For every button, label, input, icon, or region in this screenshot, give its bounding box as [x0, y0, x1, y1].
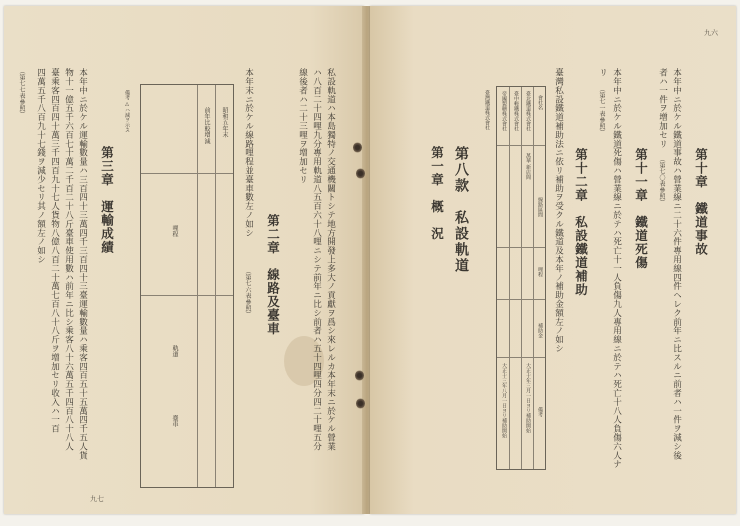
- left-page: [4, 6, 364, 514]
- chapter-10-line-1: 本年中ニ於ケル鐵道事故ハ營業線ニ二十六件專用線四件ヘレク前年ニ比スルニ前者ハ一件ヲ減シ後: [671, 68, 682, 460]
- subsidy-table: [496, 86, 546, 470]
- subsidy-table-header-note: 備考: [537, 407, 543, 417]
- table2-header-miles: 哩程: [171, 225, 178, 238]
- binding-hole: [353, 142, 362, 153]
- subsidy-table-header-company: 會社名: [537, 95, 543, 110]
- chapter-2-line-1: 本年末ニ於ケル線路哩程並臺車數左ノ如シ: [243, 68, 254, 238]
- chapter-3-line-3: 臺乘客四百四十萬三千四百九十七人貨物八億八百二十萬七百八十八斤ヲ增加セリ收入ハ一百: [49, 68, 60, 433]
- table2-row-label-1: 昭和五年末: [221, 107, 228, 138]
- table2-row-label-2: 前年比較增減: [203, 107, 210, 145]
- table-cell-company: 臺灣鐵道株式會社: [484, 90, 490, 130]
- table-cell-note: 大正十年三月一日ヨリ補助開始: [525, 363, 531, 433]
- chapter-11-line-1: 本年中ニ於ケル鐵道死傷ハ營業線ニ於テハ死亡十一人負傷九人專用線ニ於テハ死亡十八人負傷六人ナ: [611, 68, 622, 469]
- part-8-title: 第八款 私設軌道: [453, 146, 469, 274]
- chapter-2-title: 第二章 線路及臺車: [265, 214, 281, 336]
- table-cell-company: 帝國製糖株式會社: [501, 91, 507, 131]
- right-page: [370, 6, 736, 514]
- subsidy-table-header-miles: 哩程: [537, 267, 543, 277]
- chapter-10-line-2: 者ハ一件ヲ增加セリ: [657, 68, 668, 149]
- binding-hole: [355, 370, 364, 381]
- table-cell-company: 臺中輕鐵株式會社: [513, 91, 519, 131]
- chapter-11-line-2: リ: [597, 68, 608, 77]
- binding-hole: [356, 398, 365, 409]
- chapter-3-line-4: 四萬五千八百九十七錢ヲ減少セリ其ノ額左ノ如シ: [35, 68, 46, 264]
- binding-hole: [356, 168, 365, 179]
- intro-line-1: 私設軌道ハ本島獨特ノ交通機關トシテ地方開發上多大ノ貢獻ヲ爲シ來レルカ本年末ニ於ケル營業: [325, 68, 336, 451]
- page-number-left: 九七: [90, 495, 104, 503]
- track-and-cars-table: [140, 84, 234, 488]
- chapter-10-table-ref: （第七〇表參照）: [658, 156, 665, 206]
- chapter-3-line-2: 物十一億五千六百七十萬二千百二十八斤臺車使用數ハ前年ニ比シ乘客八十六萬五千四百八十八人: [63, 68, 74, 451]
- intro-line-3: 線後者ハ二十三哩ヲ增加セリ: [297, 68, 308, 184]
- table2-header-cars: 臺車: [171, 415, 178, 428]
- chapter-12-title: 第十二章 私設鐵道補助: [573, 148, 589, 297]
- table2-footnote: 備考 △ハ減ヲ示ス: [124, 90, 130, 133]
- part-8-chapter-1-title: 第一章 概 況: [429, 146, 445, 241]
- chapter-10-title: 第十章 鐵道事故: [693, 148, 709, 256]
- table-cell-section: 萬華 新店間: [525, 153, 531, 180]
- subsidy-table-header-section: 線路區間: [537, 197, 543, 217]
- intro-line-2: ハ八百二十四哩九分專用軌道八五百六十八哩ニシテ前年ニ比シ前者ハ五十四哩四分四二十哩五分: [311, 68, 322, 451]
- table2-header-track: 軌道: [171, 345, 178, 358]
- chapter-3-table-ref: （第七七表參照）: [18, 68, 25, 118]
- chapter-12-line-1: 臺灣私設鐵道補助法ニ依リ補助ヲ受クル鐵道及本年ノ補助金額左ノ如シ: [553, 68, 564, 353]
- chapter-11-table-ref: （第七一表參照）: [598, 86, 605, 136]
- subsidy-table-header-subsidy: 補助金: [537, 323, 543, 338]
- page-number-right: 九六: [704, 29, 718, 37]
- chapter-11-title: 第十一章 鐵道死傷: [633, 148, 649, 270]
- table-cell-company: 臺北鐵道株式會社: [525, 91, 531, 131]
- chapter-2-table-ref: （第七六表參照）: [244, 268, 251, 318]
- table-cell-note: 大正十三年八月一日ヨリ補助開始: [501, 363, 507, 438]
- chapter-3-line-1: 本年中ニ於ケル運輸數量ハ三百四十三萬四千三百四十三臺運輸數量ハ乘客四百五十五萬四千五人貨: [77, 68, 88, 460]
- chapter-3-title: 第三章 運輸成績: [99, 146, 115, 254]
